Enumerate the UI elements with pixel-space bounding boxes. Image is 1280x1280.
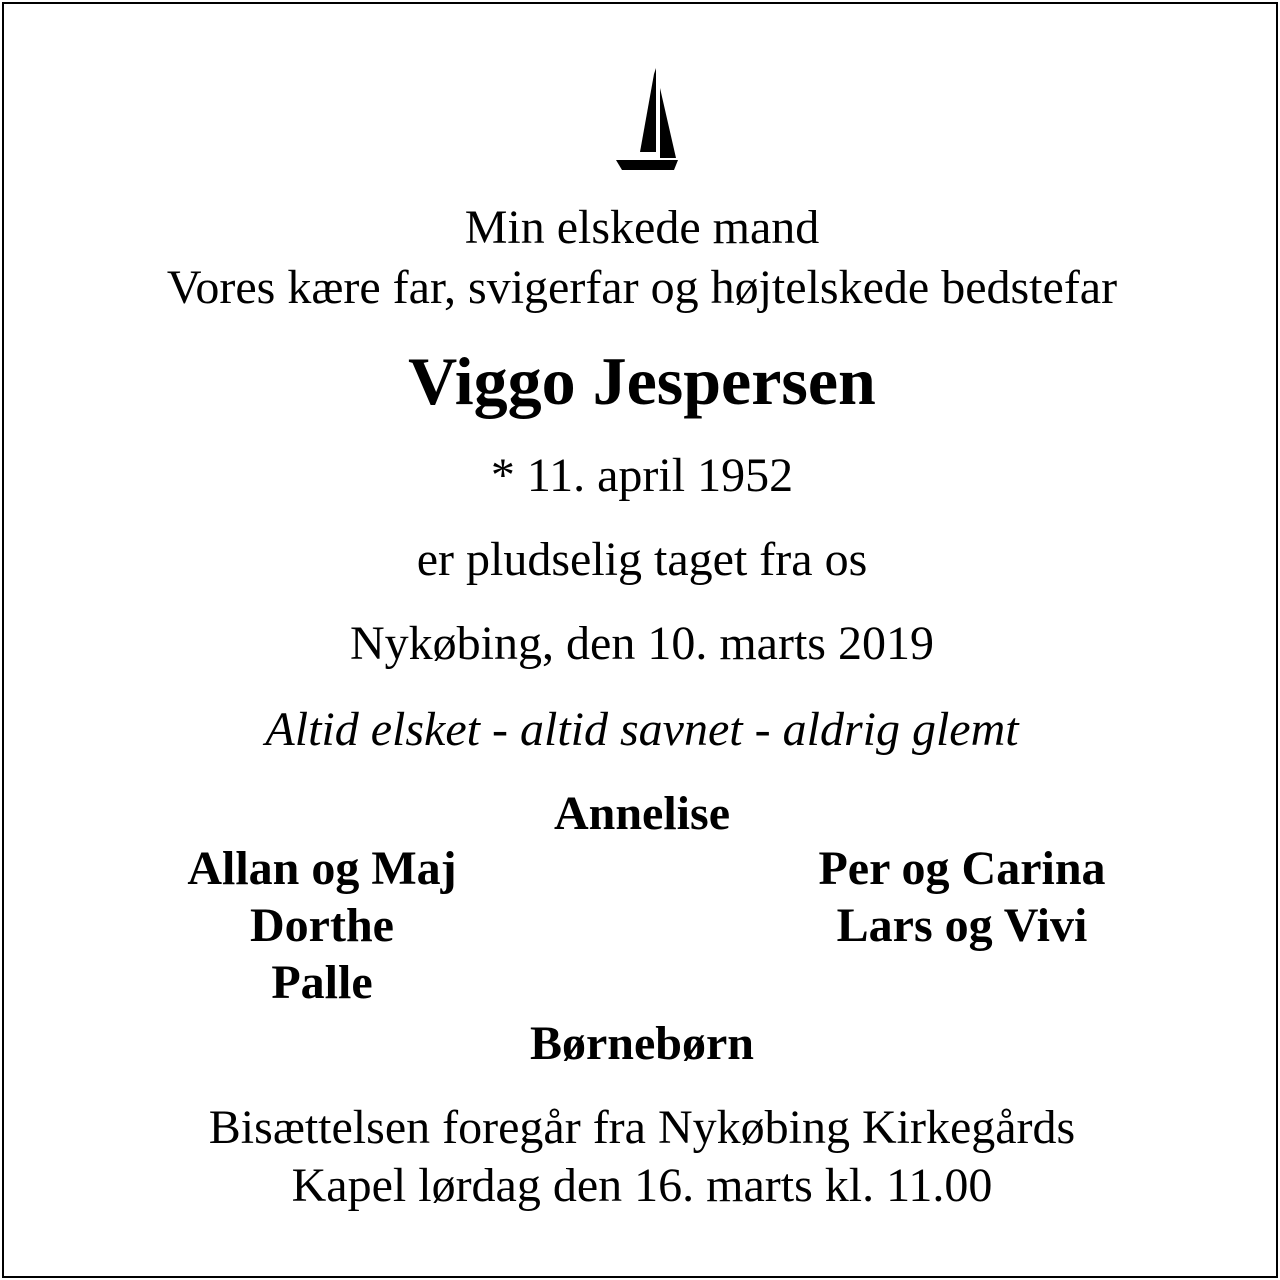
family-right-1: Per og Carina <box>818 842 1106 895</box>
death-message: er pludselig taget fra os <box>416 533 868 586</box>
family-left-column <box>42 840 602 1011</box>
place-and-date: Nykøbing, den 10. marts 2019 <box>350 617 934 670</box>
grandchildren: Børnebørn <box>529 1017 754 1070</box>
intro-line-1: Min elskede mand <box>464 201 820 254</box>
deceased-name: Viggo Jespersen <box>408 343 876 419</box>
spouse-name: Annelise <box>553 787 730 840</box>
obituary-frame <box>2 2 1278 1278</box>
family-left-1: Allan og Maj <box>187 842 457 895</box>
funeral-line-2: Kapel lørdag den 16. marts kl. 11.00 <box>291 1159 993 1212</box>
funeral-line-1: Bisættelsen foregår fra Nykøbing Kirkegårds <box>208 1101 1076 1154</box>
intro-line-2: Vores kære far, svigerfar og højtelskede bedstefar <box>166 261 1118 314</box>
family-left-2: Dorthe <box>250 899 394 952</box>
motto: Altid elsket - altid savnet - aldrig glemt <box>265 703 1019 756</box>
family-right-column <box>682 840 1242 954</box>
sailboat-icon <box>610 66 682 174</box>
birth-date: * 11. april 1952 <box>490 449 794 502</box>
family-left-3: Palle <box>271 956 373 1009</box>
family-right-2: Lars og Vivi <box>836 899 1088 952</box>
